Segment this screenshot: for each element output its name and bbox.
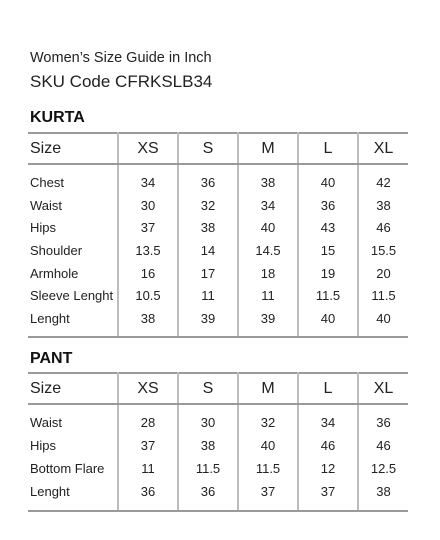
table-row: [28, 457, 408, 480]
table-row: [28, 164, 408, 194]
measurement-value: 34: [238, 194, 298, 217]
table-row: [28, 194, 408, 217]
table-row: [28, 239, 408, 262]
measurement-value: 16: [118, 262, 178, 285]
measurement-value: 36: [376, 415, 391, 430]
measurement-label: Hips: [28, 216, 118, 239]
size-guide-title: Women’s Size Guide in Inch: [30, 50, 212, 66]
measurement-value: 11: [238, 284, 298, 307]
measurement-value: 34: [298, 404, 358, 434]
measurement-value: 15.5: [370, 242, 397, 258]
measurement-value: 40: [238, 434, 298, 457]
kurta-section-title: KURTA: [30, 109, 85, 126]
measurement-label: Bottom Flare: [28, 457, 118, 480]
measurement-value: 38: [358, 480, 408, 511]
measurement-label: Hips: [28, 434, 118, 457]
measurement-value: 36: [118, 480, 178, 511]
table-row: [28, 262, 408, 285]
table-row: [28, 480, 408, 511]
measurement-value: 32: [238, 404, 298, 434]
measurement-value: 30: [118, 194, 178, 217]
measurement-value: 40: [358, 307, 408, 337]
measurement-value: 20: [376, 265, 391, 281]
measurement-value: 39: [178, 307, 238, 337]
measurement-value: 37: [298, 480, 358, 511]
measurement-value: 18: [238, 262, 298, 285]
measurement-label: Armhole: [28, 262, 118, 285]
sku-code: SKU Code CFRKSLB34: [30, 72, 213, 91]
size-header-l: L: [298, 133, 358, 164]
measurement-value: 30: [178, 404, 238, 434]
pant-size-table: [28, 372, 408, 512]
measurement-value: 40: [298, 307, 358, 337]
measurement-value: 15: [298, 239, 358, 262]
pant-section-title: PANT: [30, 350, 73, 367]
measurement-value: 14: [178, 239, 238, 262]
measurement-value: 28: [118, 404, 178, 434]
measurement-value: 37: [238, 480, 298, 511]
measurement-value: 36: [178, 164, 238, 194]
measurement-value: 36: [178, 480, 238, 511]
size-header-xs: XS: [118, 373, 178, 404]
measurement-value: 43: [298, 216, 358, 239]
measurement-value: 40: [238, 216, 298, 239]
measurement-value: 36: [298, 194, 358, 217]
measurement-value: 13.5: [118, 239, 178, 262]
measurement-value: 14.5: [238, 239, 298, 262]
measurement-value: 19: [298, 262, 358, 285]
size-header-m: M: [238, 373, 298, 404]
table-header-row: [28, 133, 408, 164]
measurement-label: Lenght: [28, 480, 118, 511]
measurement-label: Sleeve Lenght: [28, 284, 118, 307]
size-header-xs: XS: [118, 133, 178, 164]
measurement-value: 11.5: [238, 457, 298, 480]
table-row: [28, 284, 408, 307]
measurement-value: 37: [118, 434, 178, 457]
measurement-value: 46: [376, 438, 391, 453]
measurement-value: 37: [118, 216, 178, 239]
measurement-value: 46: [298, 434, 358, 457]
table-row: [28, 404, 408, 434]
measurement-value: 38: [238, 164, 298, 194]
table-row: [28, 434, 408, 457]
measurement-value: 11.5: [371, 288, 396, 304]
measurement-value: 40: [298, 164, 358, 194]
measurement-value: 12.5: [370, 461, 397, 476]
measurement-label: Waist: [28, 194, 118, 217]
size-column-header: Size: [28, 133, 118, 164]
measurement-value: 38: [118, 307, 178, 337]
measurement-label: Shoulder: [28, 239, 118, 262]
table-header-row: [28, 373, 408, 404]
table-row: [28, 307, 408, 337]
measurement-value: 38: [178, 216, 238, 239]
measurement-value: 46: [376, 220, 391, 236]
measurement-label: Chest: [28, 164, 118, 194]
kurta-size-table: [28, 132, 408, 338]
measurement-value: 34: [118, 164, 178, 194]
size-column-header: Size: [28, 373, 118, 404]
table-row: [28, 216, 408, 239]
size-header-s: S: [178, 133, 238, 164]
measurement-value: 11: [118, 457, 178, 480]
measurement-value: 38: [178, 434, 238, 457]
measurement-value: 12: [298, 457, 358, 480]
measurement-value: 39: [238, 307, 298, 337]
size-header-s: S: [178, 373, 238, 404]
measurement-value: 42: [376, 174, 391, 190]
measurement-value: 11.5: [298, 284, 358, 307]
measurement-label: Waist: [28, 404, 118, 434]
size-header-m: M: [238, 133, 298, 164]
measurement-value: 17: [178, 262, 238, 285]
measurement-value: 11: [178, 284, 238, 307]
measurement-value: 10.5: [118, 284, 178, 307]
size-header-l: L: [298, 373, 358, 404]
size-header-xl: XL: [358, 133, 408, 164]
measurement-label: Lenght: [28, 307, 118, 337]
measurement-value: 32: [178, 194, 238, 217]
size-header-xl: XL: [358, 373, 408, 404]
measurement-value: 11.5: [178, 457, 238, 480]
measurement-value: 38: [376, 197, 391, 213]
